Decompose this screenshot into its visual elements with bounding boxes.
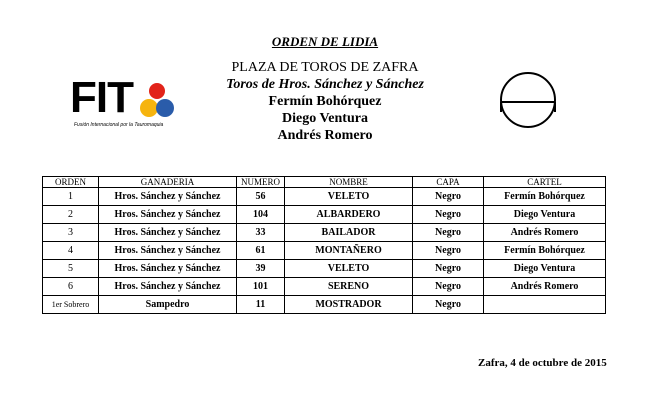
cell-ganaderia: Hros. Sánchez y Sánchez	[99, 242, 237, 260]
cell-nombre: ALBARDERO	[285, 206, 413, 224]
cell-cartel	[484, 296, 606, 314]
cell-cartel: Andrés Romero	[484, 224, 606, 242]
cell-capa: Negro	[413, 224, 484, 242]
cell-capa: Negro	[413, 242, 484, 260]
cell-nombre: VELETO	[285, 188, 413, 206]
cell-capa: Negro	[413, 188, 484, 206]
header-cartel: CARTEL	[484, 177, 606, 188]
cell-numero: 104	[237, 206, 285, 224]
cell-cartel: Fermín Bohórquez	[484, 242, 606, 260]
cell-nombre: BAILADOR	[285, 224, 413, 242]
cell-numero: 101	[237, 278, 285, 296]
table-row	[43, 224, 606, 242]
cell-ganaderia: Sampedro	[99, 296, 237, 314]
fit-logo	[70, 73, 180, 136]
table-header-row	[43, 177, 606, 188]
circle-seal-icon	[496, 68, 560, 132]
cell-cartel: Andrés Romero	[484, 278, 606, 296]
matador-1: Fermín Bohórquez	[268, 94, 382, 109]
venue-line: PLAZA DE TOROS DE ZAFRA	[231, 60, 419, 75]
cell-orden: 6	[43, 278, 99, 296]
cell-orden: 3	[43, 224, 99, 242]
matador-2: Diego Ventura	[282, 111, 368, 126]
table-row	[43, 206, 606, 224]
table-row	[43, 260, 606, 278]
cell-numero: 11	[237, 296, 285, 314]
cell-capa: Negro	[413, 206, 484, 224]
cell-orden: 4	[43, 242, 99, 260]
cell-numero: 56	[237, 188, 285, 206]
cell-numero: 33	[237, 224, 285, 242]
cell-nombre: SERENO	[285, 278, 413, 296]
cell-ganaderia: Hros. Sánchez y Sánchez	[99, 278, 237, 296]
cell-capa: Negro	[413, 296, 484, 314]
table-row	[43, 242, 606, 260]
cell-cartel: Diego Ventura	[484, 206, 606, 224]
cell-ganaderia: Hros. Sánchez y Sánchez	[99, 188, 237, 206]
cell-cartel: Diego Ventura	[484, 260, 606, 278]
header-nombre: NOMBRE	[285, 177, 413, 188]
cell-orden: 1er Sobrero	[43, 296, 99, 314]
cell-capa: Negro	[413, 278, 484, 296]
header-orden: ORDEN	[43, 177, 99, 188]
header-ganaderia: GANADERIA	[99, 177, 237, 188]
cell-nombre: MONTAÑERO	[285, 242, 413, 260]
cell-numero: 61	[237, 242, 285, 260]
page-title: ORDEN DE LIDIA	[271, 34, 379, 49]
header-numero: NUMERO	[237, 177, 285, 188]
table-row	[43, 278, 606, 296]
logo-flag-icon	[140, 82, 174, 120]
cell-cartel: Fermín Bohórquez	[484, 188, 606, 206]
table-row	[43, 188, 606, 206]
logo-text: FIT	[70, 73, 133, 122]
cell-orden: 1	[43, 188, 99, 206]
cell-numero: 39	[237, 260, 285, 278]
cell-orden: 5	[43, 260, 99, 278]
cell-orden: 2	[43, 206, 99, 224]
cell-capa: Negro	[413, 260, 484, 278]
cell-nombre: VELETO	[285, 260, 413, 278]
document-date: Zafra, 4 de octubre de 2015	[478, 357, 607, 369]
cell-ganaderia: Hros. Sánchez y Sánchez	[99, 260, 237, 278]
cell-ganaderia: Hros. Sánchez y Sánchez	[99, 206, 237, 224]
logo-subtitle: Fusión Internacional por la Tauromaquia	[74, 122, 164, 128]
header-capa: CAPA	[413, 177, 484, 188]
cell-nombre: MOSTRADOR	[285, 296, 413, 314]
breeder-line: Toros de Hros. Sánchez y Sánchez	[226, 77, 424, 92]
cell-ganaderia: Hros. Sánchez y Sánchez	[99, 224, 237, 242]
matador-3: Andrés Romero	[277, 128, 373, 143]
table-row	[43, 296, 606, 314]
lidia-table	[42, 176, 606, 314]
